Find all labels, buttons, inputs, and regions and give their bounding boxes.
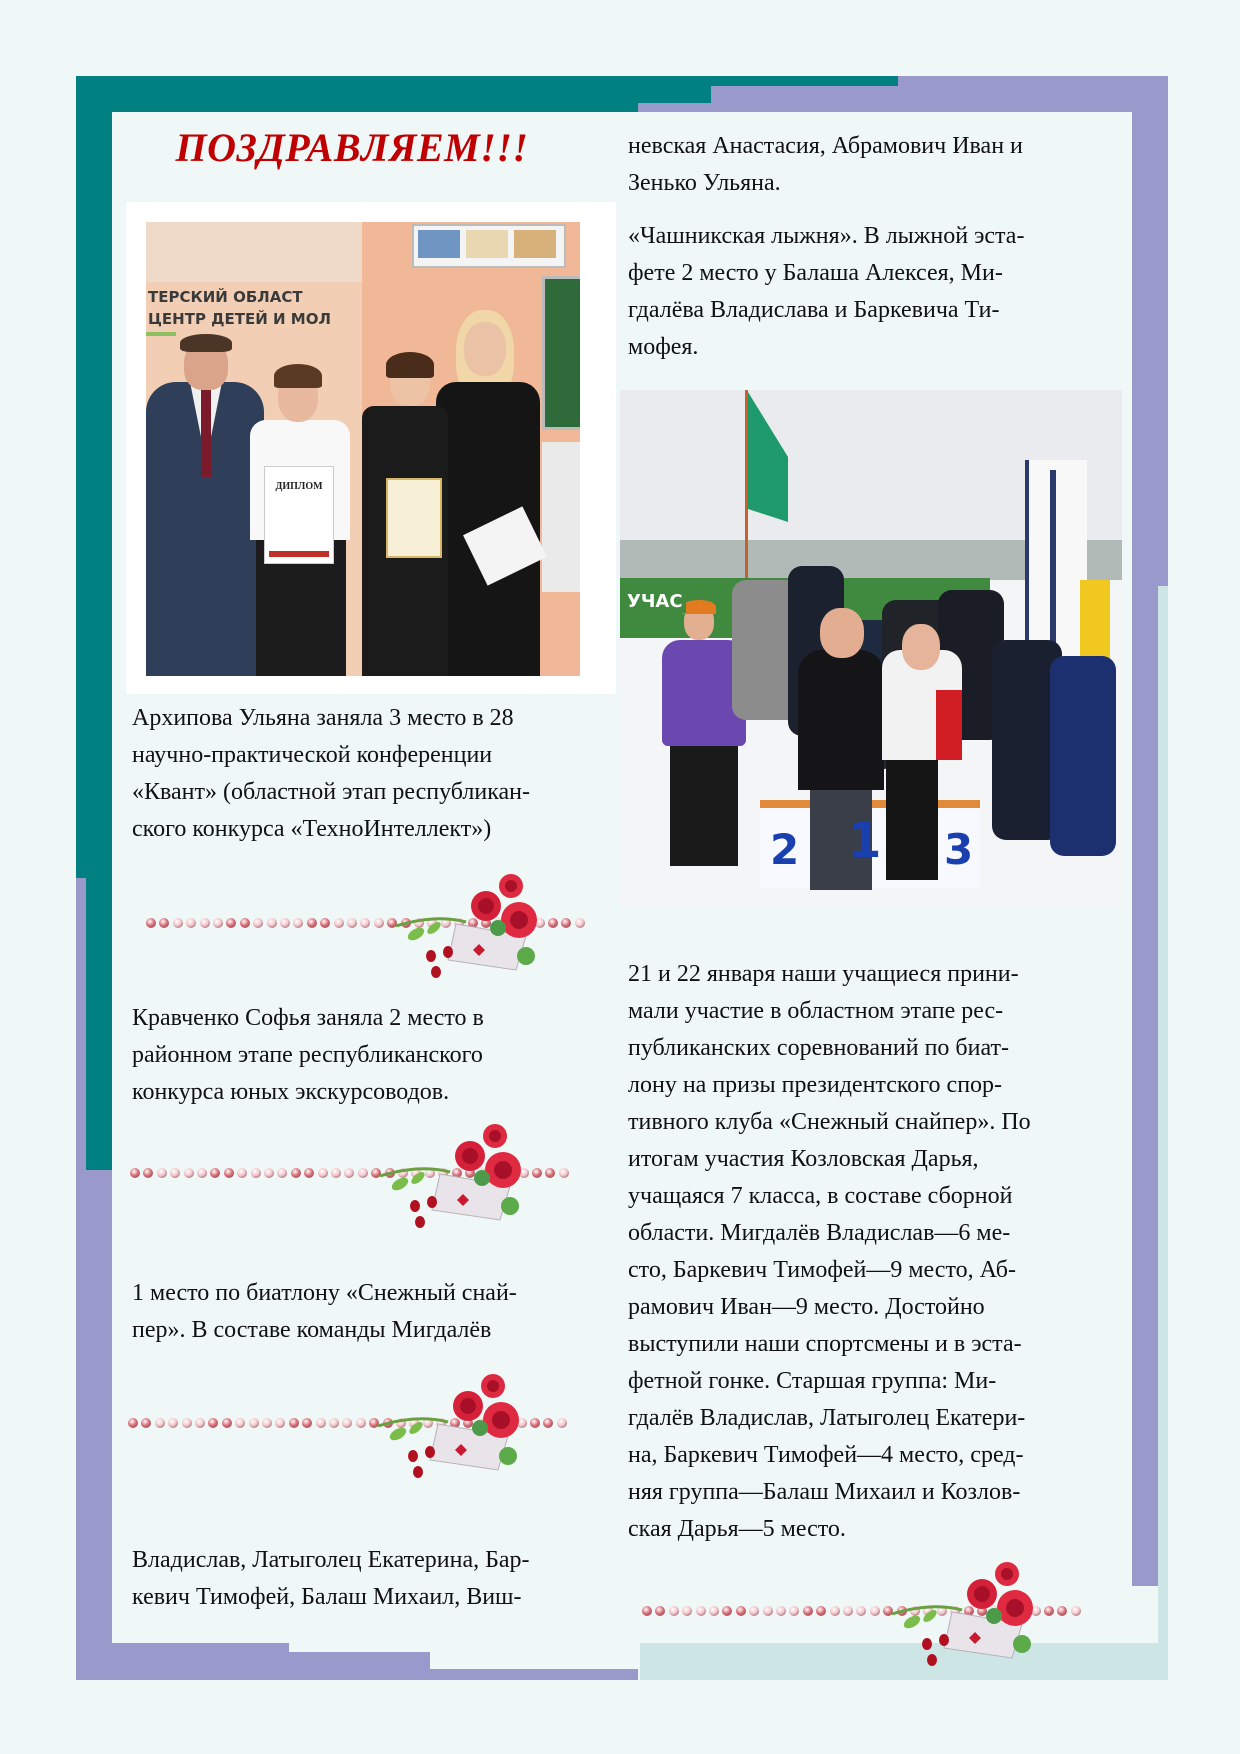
- bead: [200, 918, 210, 928]
- bead: [253, 918, 263, 928]
- bead: [575, 918, 585, 928]
- bead: [240, 918, 250, 928]
- frame-teal-left: [76, 76, 112, 878]
- bead: [224, 1168, 234, 1178]
- bead: [226, 918, 236, 928]
- rose-divider-2: [130, 1124, 580, 1234]
- bead: [347, 918, 357, 928]
- bead: [173, 918, 183, 928]
- text-line: выступили наши спортсмены и в эста-: [628, 1331, 1022, 1357]
- text-line: фетной гонке. Старшая группа: Ми-: [628, 1368, 997, 1394]
- text-line: гдалёв Владислав, Латыголец Екатери-: [628, 1405, 1026, 1431]
- paragraph-team-members: [132, 1542, 612, 1616]
- text-line: на, Баркевич Тимофей—4 место, сред-: [628, 1442, 1024, 1468]
- rose-divider-1: [146, 874, 596, 984]
- bead: [696, 1606, 706, 1616]
- frame-lightteal-right: [1158, 586, 1168, 1680]
- paragraph-snow-sniper-regional: [628, 956, 1128, 1548]
- bead: [331, 1168, 341, 1178]
- bead: [249, 1418, 259, 1428]
- diploma-label: ДИПЛОМ: [275, 481, 323, 492]
- bead: [157, 1168, 167, 1178]
- photo-biathlon-podium: [620, 390, 1122, 906]
- banner-text: УЧАС: [624, 590, 686, 613]
- text-line: кевич Тимофей, Балаш Михаил, Виш-: [132, 1584, 522, 1610]
- text-line: 1 место по биатлону «Снежный снай-: [132, 1280, 517, 1306]
- bead: [291, 1168, 301, 1178]
- sign-line-1: ТЕРСКИЙ ОБЛАСТ: [148, 288, 303, 306]
- bead: [146, 918, 156, 928]
- text-line: публиканских соревнований по биат-: [628, 1035, 1009, 1061]
- bead: [128, 1418, 138, 1428]
- bead: [830, 1606, 840, 1616]
- bead: [184, 1168, 194, 1178]
- frame-purple-right-lower: [1132, 586, 1158, 1586]
- bead: [329, 1418, 339, 1428]
- text-line: гдалёва Владислава и Баркевича Ти-: [628, 297, 1000, 323]
- text-line: Архипова Ульяна заняла 3 место в 28: [132, 705, 514, 731]
- frame-purple-bottom: [76, 1643, 289, 1680]
- rose-divider-4: [642, 1562, 1092, 1672]
- text-line: конкурса юных экскурсоводов.: [132, 1079, 450, 1105]
- text-line: ская Дарья—5 место.: [628, 1516, 846, 1542]
- bead: [642, 1606, 652, 1616]
- bead: [749, 1606, 759, 1616]
- photo-collage: [126, 202, 616, 694]
- bead: [222, 1418, 232, 1428]
- bead: [277, 1168, 287, 1178]
- sign-line-2: ЦЕНТР ДЕТЕЙ И МОЛ: [148, 310, 331, 328]
- bead: [264, 1168, 274, 1178]
- bead: [789, 1606, 799, 1616]
- podium-number-1: 1: [848, 813, 882, 869]
- bead: [170, 1168, 180, 1178]
- roses-envelope-icon: [360, 1124, 560, 1234]
- diploma: [264, 466, 334, 564]
- frame-purple-top-step: [711, 86, 901, 112]
- bead: [275, 1418, 285, 1428]
- rose-divider-3: [128, 1374, 578, 1484]
- bead: [682, 1606, 692, 1616]
- text-line: тивного клуба «Снежный снайпер». По: [628, 1109, 1031, 1135]
- bead: [182, 1418, 192, 1428]
- green-flag: [748, 392, 788, 522]
- podium-number-3: 3: [944, 825, 974, 874]
- bead: [344, 1168, 354, 1178]
- bead: [168, 1418, 178, 1428]
- text-line: «Чашникская лыжня». В лыжной эста-: [628, 223, 1025, 249]
- frame-teal-left-lower: [86, 878, 112, 1170]
- paragraph-biathlon-first: [132, 1275, 612, 1349]
- text-line: няя группа—Балаш Михаил и Козлов-: [628, 1479, 1021, 1505]
- bead: [130, 1168, 140, 1178]
- bead: [251, 1168, 261, 1178]
- bead: [289, 1418, 299, 1428]
- frame-purple-top: [898, 76, 1168, 112]
- bead: [143, 1168, 153, 1178]
- bead: [237, 1168, 247, 1178]
- podium-number-2: 2: [770, 825, 800, 874]
- bead: [213, 918, 223, 928]
- bead: [307, 918, 317, 928]
- bead: [159, 918, 169, 928]
- paragraph-chashniki-ski: [628, 218, 1128, 366]
- bead: [655, 1606, 665, 1616]
- text-line: пер». В составе команды Мигдалёв: [132, 1317, 492, 1343]
- frame-purple-left-inner: [86, 1170, 112, 1680]
- text-line: Кравченко Софья заняла 2 место в: [132, 1005, 484, 1031]
- text-line: 21 и 22 января наши учащиеся прини-: [628, 961, 1019, 987]
- photo-award-ceremony-1: [146, 222, 364, 676]
- bead: [843, 1606, 853, 1616]
- bead: [736, 1606, 746, 1616]
- bead: [722, 1606, 732, 1616]
- bead: [342, 1418, 352, 1428]
- frame-purple-right: [1132, 76, 1168, 586]
- text-line: мофея.: [628, 334, 699, 360]
- roses-envelope-icon: [872, 1562, 1072, 1672]
- roses-envelope-icon: [358, 1374, 558, 1484]
- bead: [141, 1418, 151, 1428]
- text-line: «Квант» (областной этап республикан-: [132, 779, 530, 805]
- text-line: Владислав, Латыголец Екатерина, Бар-: [132, 1547, 530, 1573]
- page-title: ПОЗДРАВЛЯЕМ!!!: [175, 125, 529, 170]
- bead: [235, 1418, 245, 1428]
- wall-sign: [148, 286, 364, 330]
- roses-envelope-icon: [376, 874, 576, 984]
- bead: [195, 1418, 205, 1428]
- bead: [262, 1418, 272, 1428]
- text-line: лону на призы президентского спор-: [628, 1072, 1003, 1098]
- frame-purple-top-step2: [638, 103, 718, 112]
- bead: [776, 1606, 786, 1616]
- paragraph-kravchenko: [132, 1000, 612, 1111]
- text-line: ского конкурса «ТехноИнтеллект»): [132, 816, 492, 842]
- bead: [318, 1168, 328, 1178]
- bead: [856, 1606, 866, 1616]
- text-line: области. Мигдалёв Владислав—6 ме-: [628, 1220, 1011, 1246]
- bead: [208, 1418, 218, 1428]
- text-line: невская Анастасия, Абрамович Иван и: [628, 133, 1023, 159]
- bead: [709, 1606, 719, 1616]
- bead: [559, 1168, 569, 1178]
- bead: [1071, 1606, 1081, 1616]
- bead: [334, 918, 344, 928]
- paragraph-arkhipova: [132, 700, 612, 848]
- text-line: учащаяся 7 класса, в составе сборной: [628, 1183, 1013, 1209]
- bead: [210, 1168, 220, 1178]
- bead: [293, 918, 303, 928]
- text-line: Зенько Ульяна.: [628, 170, 781, 196]
- bead: [155, 1418, 165, 1428]
- bead: [763, 1606, 773, 1616]
- text-line: районном этапе республиканского: [132, 1042, 483, 1068]
- bead: [320, 918, 330, 928]
- text-line: научно-практической конференции: [132, 742, 493, 768]
- bead: [316, 1418, 326, 1428]
- photo-award-ceremony-2: [362, 222, 580, 676]
- paragraph-team-continued: [628, 128, 1128, 202]
- bead: [280, 918, 290, 928]
- text-line: сто, Баркевич Тимофей—9 место, Аб-: [628, 1257, 1016, 1283]
- text-line: фете 2 место у Балаша Алексея, Ми-: [628, 260, 1003, 286]
- frame-purple-bottom-right: [430, 1669, 638, 1680]
- frame-purple-left: [76, 878, 86, 1680]
- bead: [302, 1418, 312, 1428]
- bead: [669, 1606, 679, 1616]
- bead: [360, 918, 370, 928]
- bead: [267, 918, 277, 928]
- bead: [304, 1168, 314, 1178]
- text-line: итогам участия Козловская Дарья,: [628, 1146, 979, 1172]
- bead: [803, 1606, 813, 1616]
- frame-purple-bottom-mid: [289, 1652, 430, 1680]
- text-line: мали участие в областном этапе рес-: [628, 998, 1004, 1024]
- bead: [816, 1606, 826, 1616]
- bead: [186, 918, 196, 928]
- text-line: рамович Иван—9 место. Достойно: [628, 1294, 985, 1320]
- bead: [197, 1168, 207, 1178]
- bead: [557, 1418, 567, 1428]
